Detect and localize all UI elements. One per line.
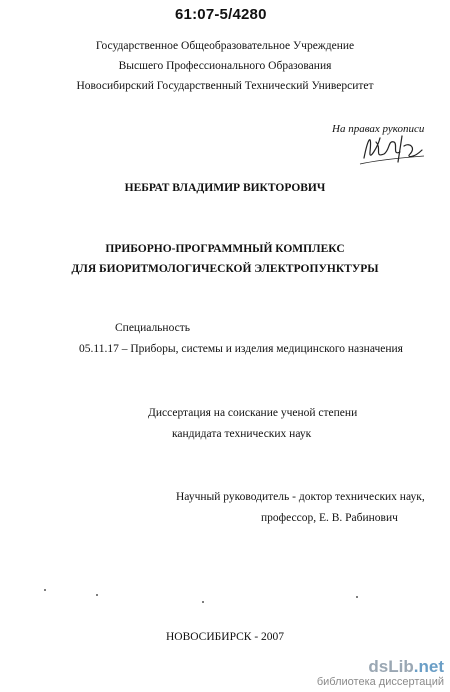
city-year: НОВОСИБИРСК - 2007 (165, 631, 285, 643)
thesis-title-line-1: ПРИБОРНО-ПРОГРАММНЫЙ КОМПЛЕКС (105, 243, 345, 255)
supervisor-line-2: профессор, Е. В. Рабинович (261, 512, 398, 524)
author-name: НЕБРАТ ВЛАДИМИР ВИКТОРОВИЧ (124, 182, 326, 194)
supervisor-line-1: Научный руководитель - доктор технических наук, (176, 491, 425, 503)
institution-line-3: Новосибирский Государственный Технический Университет (76, 80, 374, 92)
institution-line-2: Высшего Профессионального Образования (118, 60, 332, 72)
specialty-value: 05.11.17 – Приборы, системы и изделия медицинского назначения (79, 343, 403, 355)
watermark-logo-main: dsLib (368, 657, 414, 676)
scan-speck (44, 589, 46, 591)
scan-speck (202, 601, 204, 603)
watermark-logo (317, 657, 444, 677)
institution-line-1: Государственное Общеобразовательное Учреждение (95, 40, 355, 52)
manuscript-label: На правах рукописи (332, 123, 425, 135)
thesis-title-line-2: ДЛЯ БИОРИТМОЛОГИЧЕСКОЙ ЭЛЕКТРОПУНКТУРЫ (71, 263, 379, 275)
specialty-label: Специальность (115, 322, 190, 334)
watermark-tagline: библиотека диссертаций (316, 676, 444, 688)
degree-line-1: Диссертация на соискание ученой степени (148, 407, 358, 419)
scan-speck (356, 596, 358, 598)
scan-speck (96, 594, 98, 596)
archive-stamp: 61:07-5/4280 (175, 6, 267, 23)
degree-line-2: кандидата технических наук (172, 428, 312, 440)
watermark-logo-suffix: .net (413, 657, 444, 676)
handwritten-signature (358, 128, 428, 170)
dslib-watermark (317, 657, 444, 688)
